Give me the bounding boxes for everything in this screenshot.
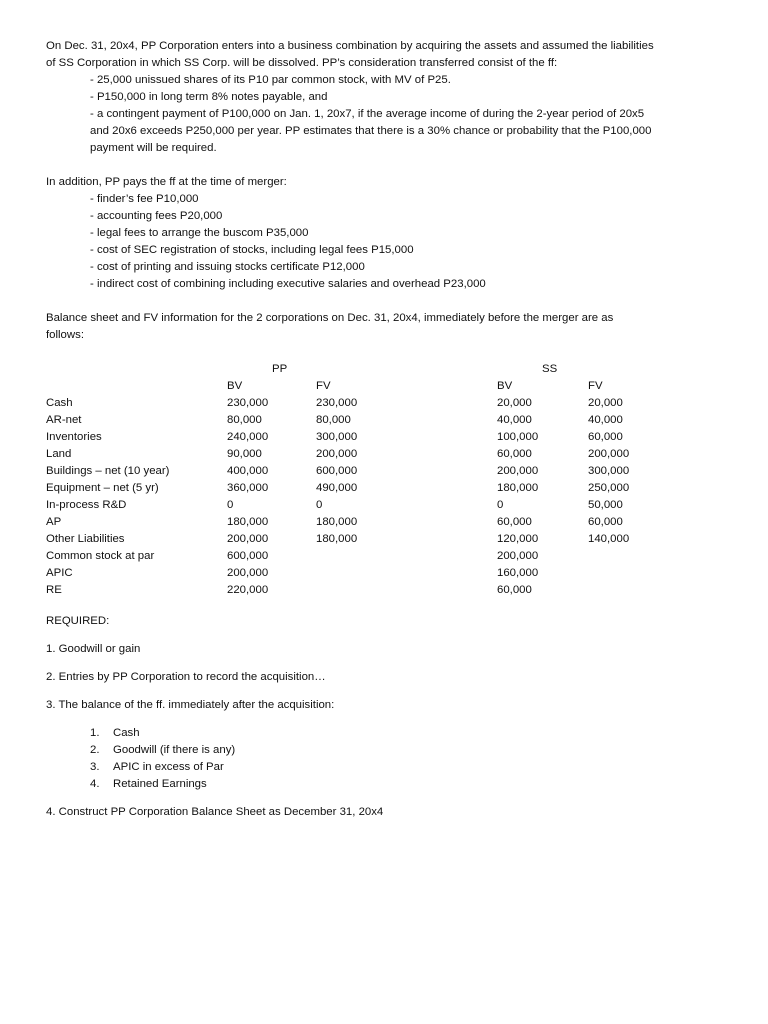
balance-sheet-table — [46, 361, 736, 605]
pp-fv-value: 300,000 — [316, 431, 358, 443]
pp-bv-value: 80,000 — [227, 414, 262, 426]
table-row — [46, 480, 746, 497]
ss-header: SS — [542, 363, 558, 375]
question-3: 3. The balance of the ff. immediately after the acquisition: — [46, 699, 335, 711]
pp-bv-value: 360,000 — [227, 482, 269, 494]
ss-bv-value: 20,000 — [497, 397, 532, 409]
cost-item: - cost of printing and issuing stocks certificate P12,000 — [90, 261, 365, 273]
table-row — [46, 429, 746, 446]
pp-fv-value: 0 — [316, 499, 323, 511]
question-2: 2. Entries by PP Corporation to record the acquisition… — [46, 671, 326, 683]
table-row — [46, 395, 746, 412]
pp-fv-header: FV — [316, 380, 331, 392]
balance-intro-line-1: Balance sheet and FV information for the 2 corporations on Dec. 31, 20x4, immediately before the merger are as — [46, 312, 614, 324]
pp-fv-value: 490,000 — [316, 482, 358, 494]
ss-bv-value: 60,000 — [497, 448, 532, 460]
table-row — [46, 565, 746, 582]
ss-bv-value: 200,000 — [497, 465, 539, 477]
ss-bv-value: 60,000 — [497, 584, 532, 596]
table-row — [46, 582, 746, 599]
pp-fv-value: 230,000 — [316, 397, 358, 409]
ss-fv-value: 200,000 — [588, 448, 630, 460]
row-label: Land — [46, 448, 72, 460]
pp-header: PP — [272, 363, 288, 375]
pp-bv-value: 220,000 — [227, 584, 269, 596]
ss-fv-header: FV — [588, 380, 603, 392]
list-item: 2. Goodwill (if there is any) — [90, 744, 236, 756]
balance-items-list — [46, 725, 736, 793]
ss-bv-value: 60,000 — [497, 516, 532, 528]
ss-fv-value: 50,000 — [588, 499, 623, 511]
addition-heading: In addition, PP pays the ff at the time of merger: — [46, 176, 287, 188]
table-subheader-row — [46, 378, 746, 395]
cost-item: - accounting fees P20,000 — [90, 210, 223, 222]
pp-bv-value: 180,000 — [227, 516, 269, 528]
required-heading: REQUIRED: — [46, 615, 110, 627]
table-row — [46, 446, 746, 463]
pp-fv-value: 80,000 — [316, 414, 351, 426]
ss-fv-value: 40,000 — [588, 414, 623, 426]
ss-bv-value: 120,000 — [497, 533, 539, 545]
row-label: Common stock at par — [46, 550, 155, 562]
question-1: 1. Goodwill or gain — [46, 643, 141, 655]
consideration-item: - P150,000 in long term 8% notes payable, and — [90, 91, 328, 103]
cost-item: - finder’s fee P10,000 — [90, 193, 199, 205]
cost-item: - cost of SEC registration of stocks, including legal fees P15,000 — [90, 244, 414, 256]
document-page — [46, 38, 736, 821]
pp-fv-value: 180,000 — [316, 516, 358, 528]
ss-bv-value: 100,000 — [497, 431, 539, 443]
intro-line-2: of SS Corporation in which SS Corp. will be dissolved. PP’s consideration transferred consist of the ff: — [46, 57, 558, 69]
ss-bv-value: 180,000 — [497, 482, 539, 494]
ss-bv-value: 200,000 — [497, 550, 539, 562]
list-item: 1. Cash — [90, 727, 140, 739]
list-item: 3. APIC in excess of Par — [90, 761, 224, 773]
row-label: AP — [46, 516, 62, 528]
ss-bv-value: 40,000 — [497, 414, 532, 426]
pp-bv-value: 240,000 — [227, 431, 269, 443]
row-label: APIC — [46, 567, 73, 579]
question-4: 4. Construct PP Corporation Balance Sheet as December 31, 20x4 — [46, 806, 384, 818]
pp-bv-value: 90,000 — [227, 448, 262, 460]
row-label: Buildings – net (10 year) — [46, 465, 170, 477]
pp-bv-value: 200,000 — [227, 533, 269, 545]
pp-bv-value: 230,000 — [227, 397, 269, 409]
row-label: In-process R&D — [46, 499, 127, 511]
intro-line-1: On Dec. 31, 20x4, PP Corporation enters into a business combination by acquiring the assets and assumed the liabilities — [46, 40, 654, 52]
ss-fv-value: 250,000 — [588, 482, 630, 494]
table-row — [46, 514, 746, 531]
consideration-item-continued: payment will be required. — [90, 142, 217, 154]
list-item: 4. Retained Earnings — [90, 778, 207, 790]
ss-bv-value: 0 — [497, 499, 504, 511]
pp-fv-value: 600,000 — [316, 465, 358, 477]
consideration-item-continued: and 20x6 exceeds P250,000 per year. PP estimates that there is a 30% chance or probability that the P100,000 — [90, 125, 652, 137]
ss-fv-value: 140,000 — [588, 533, 630, 545]
consideration-item: - a contingent payment of P100,000 on Jan. 1, 20x7, if the average income of during the 2-year period of 20x5 — [90, 108, 645, 120]
table-header-row — [46, 361, 746, 378]
cost-item: - legal fees to arrange the buscom P35,000 — [90, 227, 309, 239]
row-label: AR-net — [46, 414, 82, 426]
pp-fv-value: 200,000 — [316, 448, 358, 460]
table-row — [46, 463, 746, 480]
ss-bv-header: BV — [497, 380, 513, 392]
pp-bv-header: BV — [227, 380, 243, 392]
row-label: Cash — [46, 397, 73, 409]
pp-bv-value: 0 — [227, 499, 234, 511]
pp-bv-value: 200,000 — [227, 567, 269, 579]
pp-bv-value: 400,000 — [227, 465, 269, 477]
balance-intro-line-2: follows: — [46, 329, 84, 341]
table-row — [46, 548, 746, 565]
row-label: Equipment – net (5 yr) — [46, 482, 159, 494]
pp-fv-value: 180,000 — [316, 533, 358, 545]
row-label: RE — [46, 584, 62, 596]
ss-fv-value: 20,000 — [588, 397, 623, 409]
pp-bv-value: 600,000 — [227, 550, 269, 562]
ss-bv-value: 160,000 — [497, 567, 539, 579]
row-label: Other Liabilities — [46, 533, 125, 545]
table-row — [46, 531, 746, 548]
consideration-item: - 25,000 unissued shares of its P10 par common stock, with MV of P25. — [90, 74, 451, 86]
ss-fv-value: 300,000 — [588, 465, 630, 477]
table-row — [46, 412, 746, 429]
cost-item: - indirect cost of combining including executive salaries and overhead P23,000 — [90, 278, 486, 290]
table-row — [46, 497, 746, 514]
row-label: Inventories — [46, 431, 102, 443]
ss-fv-value: 60,000 — [588, 431, 623, 443]
ss-fv-value: 60,000 — [588, 516, 623, 528]
